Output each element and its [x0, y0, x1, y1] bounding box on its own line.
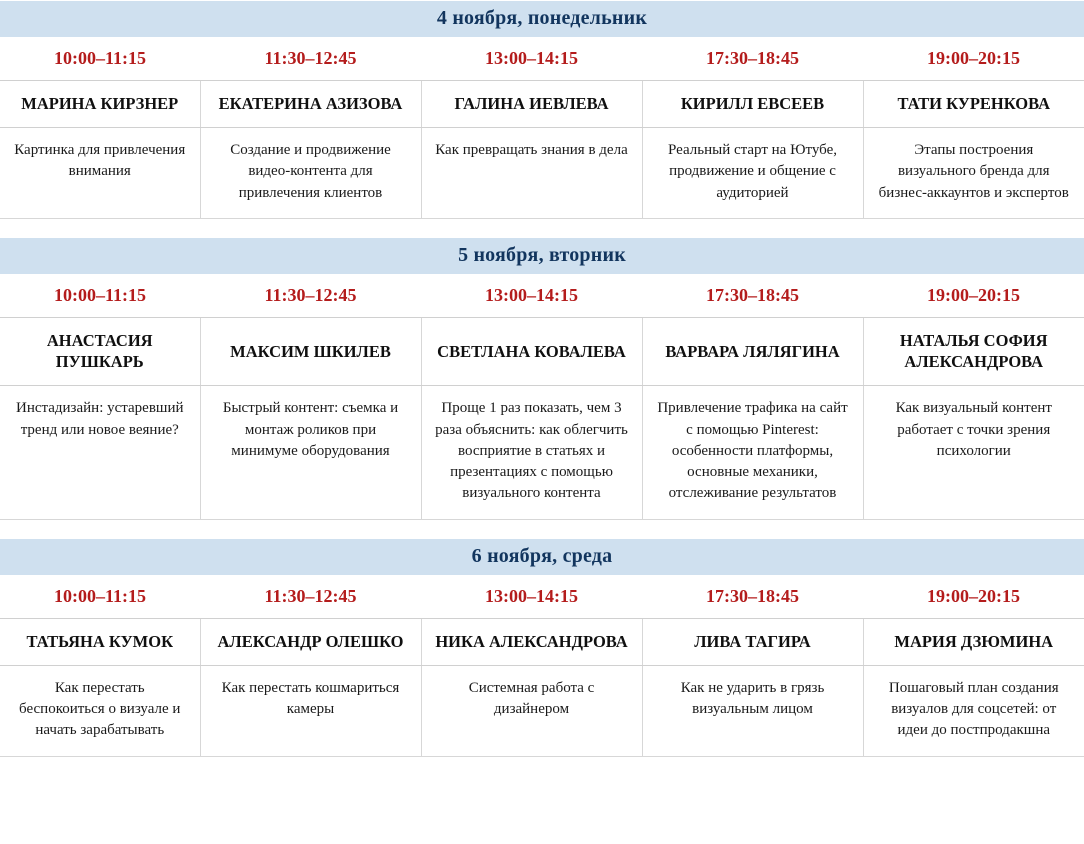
day-block [0, 0, 1084, 219]
session-topic: Как перестать беспокоиться о визуале и начать зарабатывать [0, 665, 200, 756]
session-topic: Как визуальный контент работает с точки зрения психологии [863, 386, 1084, 519]
session-topic: Реальный старт на Ютубе, продвижение и общение с аудиторией [642, 128, 863, 219]
speaker-name: ЕКАТЕРИНА АЗИЗОВА [200, 81, 421, 128]
topic-row [0, 665, 1084, 756]
speaker-name: КИРИЛЛ ЕВСЕЕВ [642, 81, 863, 128]
topic-row [0, 386, 1084, 519]
speaker-name: ГАЛИНА ИЕВЛЕВА [421, 81, 642, 128]
session-topic: Как превращать знания в дела [421, 128, 642, 219]
speaker-name: ВАРВАРА ЛЯЛЯГИНА [642, 318, 863, 386]
session-topic: Как перестать кошмариться камеры [200, 665, 421, 756]
session-topic: Как не ударить в грязь визуальным лицом [642, 665, 863, 756]
time-row [0, 576, 1084, 619]
session-time: 11:30–12:45 [200, 576, 421, 619]
session-time: 17:30–18:45 [642, 275, 863, 318]
topic-row [0, 128, 1084, 219]
session-time: 19:00–20:15 [863, 576, 1084, 619]
session-time: 10:00–11:15 [0, 275, 200, 318]
speaker-name: СВЕТЛАНА КОВАЛЕВА [421, 318, 642, 386]
day-header: 5 ноября, вторник [0, 237, 1084, 275]
session-topic: Привлечение трафика на сайт с помощью Pinterest: особенности платформы, основные механики, отслеживание результатов [642, 386, 863, 519]
time-row [0, 275, 1084, 318]
session-time: 13:00–14:15 [421, 275, 642, 318]
session-time: 10:00–11:15 [0, 576, 200, 619]
session-topic: Проще 1 раз показать, чем 3 раза объяснить: как облегчить восприятие в статьях и презентациях с помощью визуального контента [421, 386, 642, 519]
day-header: 4 ноября, понедельник [0, 0, 1084, 38]
speaker-name: МАРИНА КИРЗНЕР [0, 81, 200, 128]
session-time: 17:30–18:45 [642, 38, 863, 81]
speaker-name: МАРИЯ ДЗЮМИНА [863, 618, 1084, 665]
session-time: 11:30–12:45 [200, 38, 421, 81]
speaker-row [0, 618, 1084, 665]
day-table [0, 38, 1084, 219]
session-topic: Инстадизайн: устаревший тренд или новое веяние? [0, 386, 200, 519]
session-topic: Системная работа с дизайнером [421, 665, 642, 756]
session-topic: Пошаговый план создания визуалов для соцсетей: от идеи до постпродакшна [863, 665, 1084, 756]
speaker-name: АЛЕКСАНДР ОЛЕШКО [200, 618, 421, 665]
speaker-row [0, 318, 1084, 386]
day-block [0, 237, 1084, 520]
day-header: 6 ноября, среда [0, 538, 1084, 576]
speaker-row [0, 81, 1084, 128]
time-row [0, 38, 1084, 81]
speaker-name: МАКСИМ ШКИЛЕВ [200, 318, 421, 386]
speaker-name: НАТАЛЬЯ СОФИЯ АЛЕКСАНДРОВА [863, 318, 1084, 386]
session-time: 17:30–18:45 [642, 576, 863, 619]
session-topic: Картинка для привлечения внимания [0, 128, 200, 219]
day-table [0, 275, 1084, 520]
speaker-name: ТАТИ КУРЕНКОВА [863, 81, 1084, 128]
session-time: 13:00–14:15 [421, 576, 642, 619]
session-time: 19:00–20:15 [863, 275, 1084, 318]
session-time: 10:00–11:15 [0, 38, 200, 81]
session-topic: Быстрый контент: съемка и монтаж роликов при минимуме оборудования [200, 386, 421, 519]
day-table [0, 576, 1084, 757]
speaker-name: ЛИВА ТАГИРА [642, 618, 863, 665]
session-time: 11:30–12:45 [200, 275, 421, 318]
speaker-name: ТАТЬЯНА КУМОК [0, 618, 200, 665]
session-time: 13:00–14:15 [421, 38, 642, 81]
speaker-name: АНАСТАСИЯ ПУШКАРЬ [0, 318, 200, 386]
speaker-name: НИКА АЛЕКСАНДРОВА [421, 618, 642, 665]
session-topic: Создание и продвижение видео-контента для привлечения клиентов [200, 128, 421, 219]
session-topic: Этапы построения визуального бренда для бизнес-аккаунтов и экспертов [863, 128, 1084, 219]
day-block [0, 538, 1084, 757]
session-time: 19:00–20:15 [863, 38, 1084, 81]
